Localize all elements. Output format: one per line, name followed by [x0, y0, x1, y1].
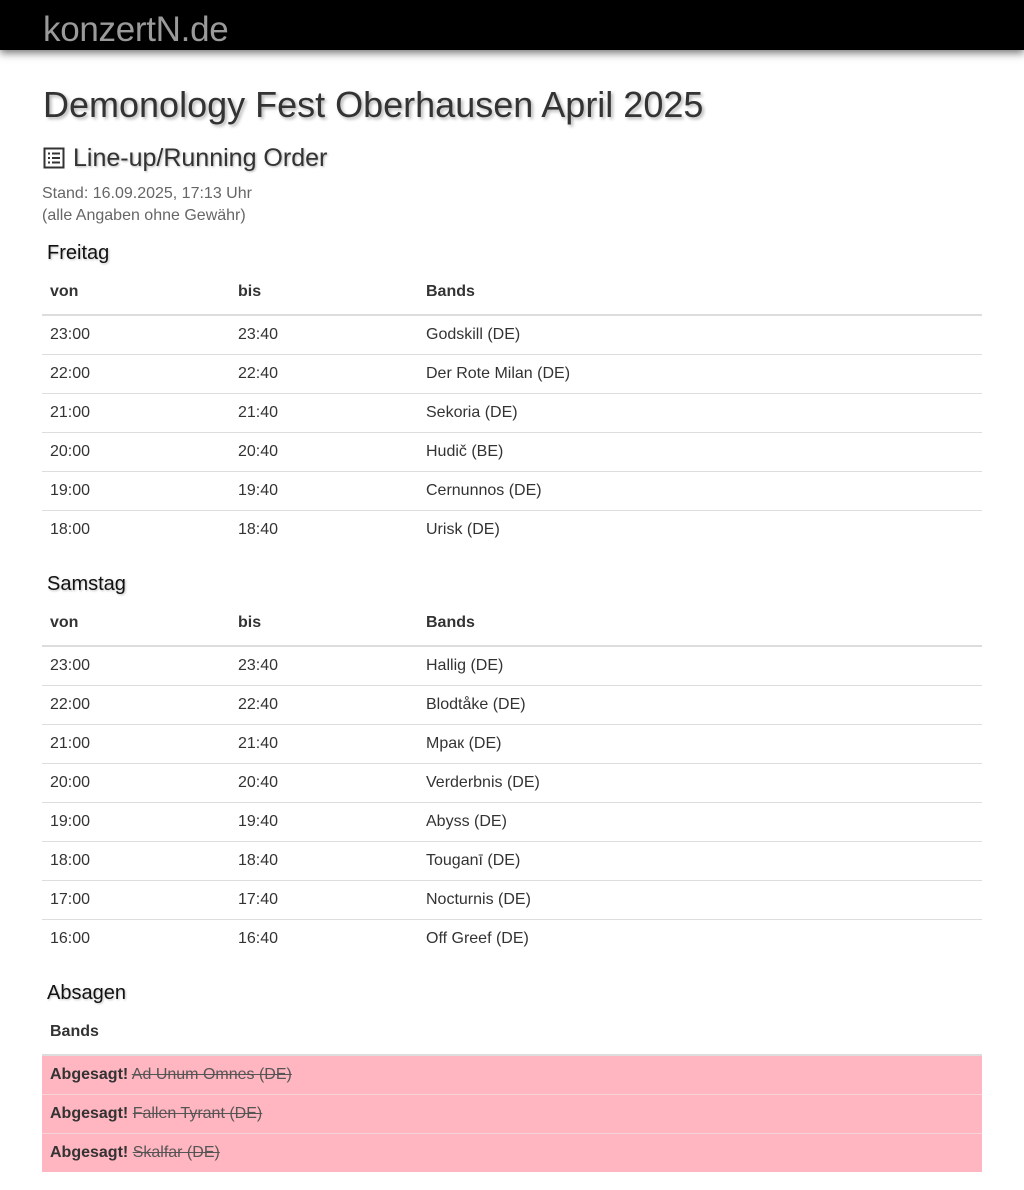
cancelled-label: Abgesagt!	[50, 1066, 129, 1083]
band-name: Nocturnis (DE)	[418, 881, 982, 920]
start-time: 18:00	[42, 842, 230, 881]
band-name: Off Greef (DE)	[418, 920, 982, 959]
end-time: 17:40	[230, 881, 418, 920]
cancellations-table	[42, 1010, 982, 1172]
end-time: 18:40	[230, 511, 418, 550]
start-time: 22:00	[42, 355, 230, 394]
start-time: 21:00	[42, 394, 230, 433]
table-row	[42, 920, 982, 959]
cancellations-title: Absagen	[47, 982, 126, 1004]
end-time: 16:40	[230, 920, 418, 959]
band-name: Мрак (DE)	[418, 725, 982, 764]
day-title: Freitag	[47, 242, 110, 264]
band-name: Der Rote Milan (DE)	[418, 355, 982, 394]
column-header-bands: Bands	[42, 1010, 982, 1055]
column-header-bands: Bands	[418, 270, 982, 315]
status-info	[42, 183, 252, 227]
start-time: 23:00	[42, 315, 230, 355]
end-time: 20:40	[230, 433, 418, 472]
table-row	[42, 472, 982, 511]
list-icon	[43, 147, 65, 169]
page-title: Demonology Fest Oberhausen April 2025	[43, 84, 704, 125]
top-navbar	[0, 0, 1024, 50]
band-name: Urisk (DE)	[418, 511, 982, 550]
column-header-bis: bis	[230, 601, 418, 646]
day-section-freitag	[42, 240, 982, 549]
band-name: Touganī (DE)	[418, 842, 982, 881]
lineup-heading	[43, 143, 327, 173]
band-name: Godskill (DE)	[418, 315, 982, 355]
cancelled-cell	[42, 1134, 982, 1173]
start-time: 20:00	[42, 764, 230, 803]
cancelled-band-name: Ad Unum Omnes (DE)	[131, 1066, 292, 1083]
table-row	[42, 511, 982, 550]
brand-logo-link[interactable]: konzertN.de	[43, 10, 229, 49]
table-row	[42, 686, 982, 725]
column-header-bands: Bands	[418, 601, 982, 646]
table-row	[42, 725, 982, 764]
end-time: 23:40	[230, 315, 418, 355]
band-name: Blodtåke (DE)	[418, 686, 982, 725]
cancelled-label: Abgesagt!	[50, 1144, 129, 1161]
end-time: 19:40	[230, 472, 418, 511]
band-name: Sekoria (DE)	[418, 394, 982, 433]
table-row	[42, 803, 982, 842]
start-time: 16:00	[42, 920, 230, 959]
cancelled-label: Abgesagt!	[50, 1105, 129, 1122]
band-name: Cernunnos (DE)	[418, 472, 982, 511]
cancelled-cell	[42, 1095, 982, 1134]
band-name: Hallig (DE)	[418, 646, 982, 686]
end-time: 21:40	[230, 394, 418, 433]
table-header-row	[42, 601, 982, 646]
cancellations-section	[42, 980, 982, 1172]
cancelled-row	[42, 1095, 982, 1134]
start-time: 17:00	[42, 881, 230, 920]
day-section-samstag	[42, 571, 982, 958]
band-name: Hudič (BE)	[418, 433, 982, 472]
table-row	[42, 315, 982, 355]
cancelled-row	[42, 1055, 982, 1095]
end-time: 20:40	[230, 764, 418, 803]
table-row	[42, 355, 982, 394]
cancelled-row	[42, 1134, 982, 1173]
end-time: 19:40	[230, 803, 418, 842]
lineup-heading-text: Line-up/Running Order	[73, 144, 328, 172]
disclaimer: (alle Angaben ohne Gewähr)	[42, 207, 246, 224]
table-row	[42, 881, 982, 920]
end-time: 18:40	[230, 842, 418, 881]
table-header-row	[42, 270, 982, 315]
table-header-row	[42, 1010, 982, 1055]
schedule-table	[42, 601, 982, 958]
table-row	[42, 646, 982, 686]
start-time: 19:00	[42, 803, 230, 842]
end-time: 22:40	[230, 355, 418, 394]
table-row	[42, 764, 982, 803]
end-time: 23:40	[230, 646, 418, 686]
start-time: 21:00	[42, 725, 230, 764]
stand-timestamp: Stand: 16.09.2025, 17:13 Uhr	[42, 185, 252, 202]
column-header-von: von	[42, 270, 230, 315]
band-name: Abyss (DE)	[418, 803, 982, 842]
end-time: 22:40	[230, 686, 418, 725]
start-time: 18:00	[42, 511, 230, 550]
cancelled-band-name: Skalfar (DE)	[132, 1144, 220, 1161]
table-row	[42, 394, 982, 433]
column-header-bis: bis	[230, 270, 418, 315]
start-time: 19:00	[42, 472, 230, 511]
band-name: Verderbnis (DE)	[418, 764, 982, 803]
cancelled-band-name: Fallen Tyrant (DE)	[132, 1105, 263, 1122]
table-row	[42, 842, 982, 881]
table-row	[42, 433, 982, 472]
schedule-table	[42, 270, 982, 549]
end-time: 21:40	[230, 725, 418, 764]
day-title: Samstag	[47, 573, 126, 595]
column-header-von: von	[42, 601, 230, 646]
start-time: 22:00	[42, 686, 230, 725]
start-time: 20:00	[42, 433, 230, 472]
cancelled-cell	[42, 1055, 982, 1095]
start-time: 23:00	[42, 646, 230, 686]
